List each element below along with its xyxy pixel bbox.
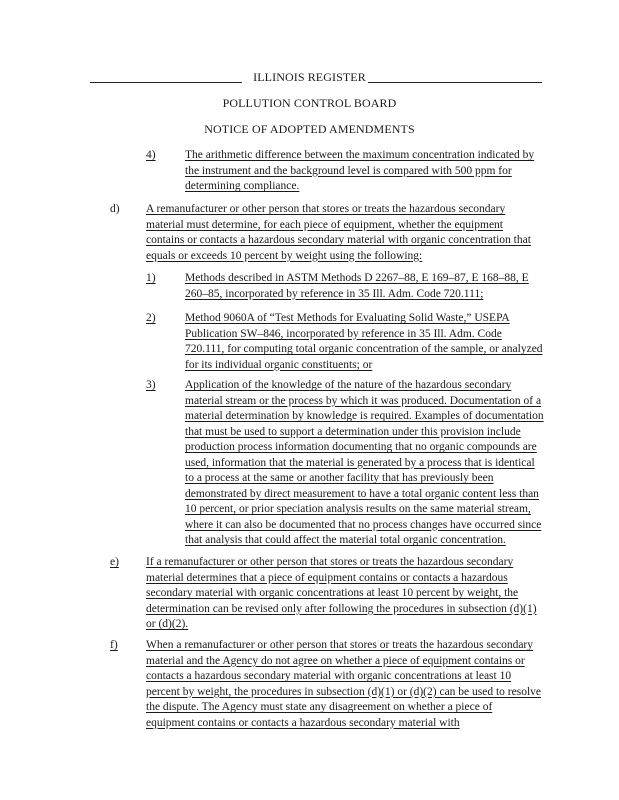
paragraph-e bbox=[146, 555, 542, 633]
paragraph-d bbox=[146, 202, 542, 264]
register-title: ILLINOIS REGISTER bbox=[253, 70, 366, 84]
paragraph-d3-label: 3) bbox=[146, 379, 156, 391]
paragraph-d2 bbox=[185, 311, 543, 373]
paragraph-f-text: When a remanufacturer or other person that stores or treats the hazardous secondary material and the Agency do not agree on whether a piece of equipment contains or contacts a hazardous secondary material with organic concentrations at least 10 percent by weight, the procedures in subsection (d)(1) or (d)(2) can be used to resolve the dispute. The Agency must state any disagreement on whether a piece of equipment contains or contacts a hazardous secondary material with bbox=[146, 639, 542, 729]
paragraph-d2-text: Method 9060A of “Test Methods for Evaluating Solid Waste,” USEPA Publication SW–846, incorporated by reference in 35 Ill. Adm. Code 720.111, for computing total organic concentration of the sample, or analyzed for its individual organic constituents; or bbox=[185, 312, 543, 371]
board-title: POLLUTION CONTROL BOARD bbox=[222, 96, 397, 110]
paragraph-f bbox=[146, 638, 542, 731]
paragraph-4-text: The arithmetic difference between the maximum concentration indicated by the instrument and the background level is compared with 500 ppm for determining compliance. bbox=[185, 149, 535, 192]
paragraph-d3 bbox=[185, 378, 545, 549]
paragraph-e-label: e) bbox=[110, 556, 119, 568]
paragraph-d1-text: Methods described in ASTM Methods D 2267–88, E 169–87, E 168–88, E 260–85, incorporated by reference in 35 Ill. Adm. Code 720.111; bbox=[185, 272, 529, 300]
paragraph-d1 bbox=[185, 271, 545, 302]
paragraph-4-label: 4) bbox=[146, 149, 156, 161]
paragraph-d-text: A remanufacturer or other person that stores or treats the hazardous secondary material must determine, for each piece of equipment, whether the equipment contains or contacts a hazardous secondary material with organic concentration that equals or exceeds 10 percent by weight using the following: bbox=[146, 203, 531, 262]
paragraph-d3-text: Application of the knowledge of the nature of the hazardous secondary material stream or the process by which it was produced. Documentation of a material determination by knowledge is required. Examples of documentation that must be used to support a determination under this provision include production process information documenting that no organic compounds are used, information that the material is generated by a process that is identical to a process at the same or another facility that has previously been demonstrated by direct measurement to have a total organic content less than 10 percent, or prior speciation analysis results on the same material stream, where it can also be documented that no process changes have occurred since that analysis that could affect the material total organic concentration. bbox=[185, 379, 544, 546]
paragraph-f-label: f) bbox=[110, 639, 118, 651]
notice-title: NOTICE OF ADOPTED AMENDMENTS bbox=[204, 122, 415, 136]
paragraph-e-text: If a remanufacturer or other person that stores or treats the hazardous secondary material determines that a piece of equipment contains or contacts a hazardous secondary material with organic concentrations at least 10 percent by weight, the determination can be revised only after following the procedures in subsection (d)(1) or (d)(2). bbox=[146, 556, 537, 630]
paragraph-d1-label: 1) bbox=[146, 272, 156, 284]
paragraph-d-label: d) bbox=[110, 203, 120, 215]
paragraph-d2-label: 2) bbox=[146, 312, 156, 324]
paragraph-4 bbox=[185, 148, 543, 195]
